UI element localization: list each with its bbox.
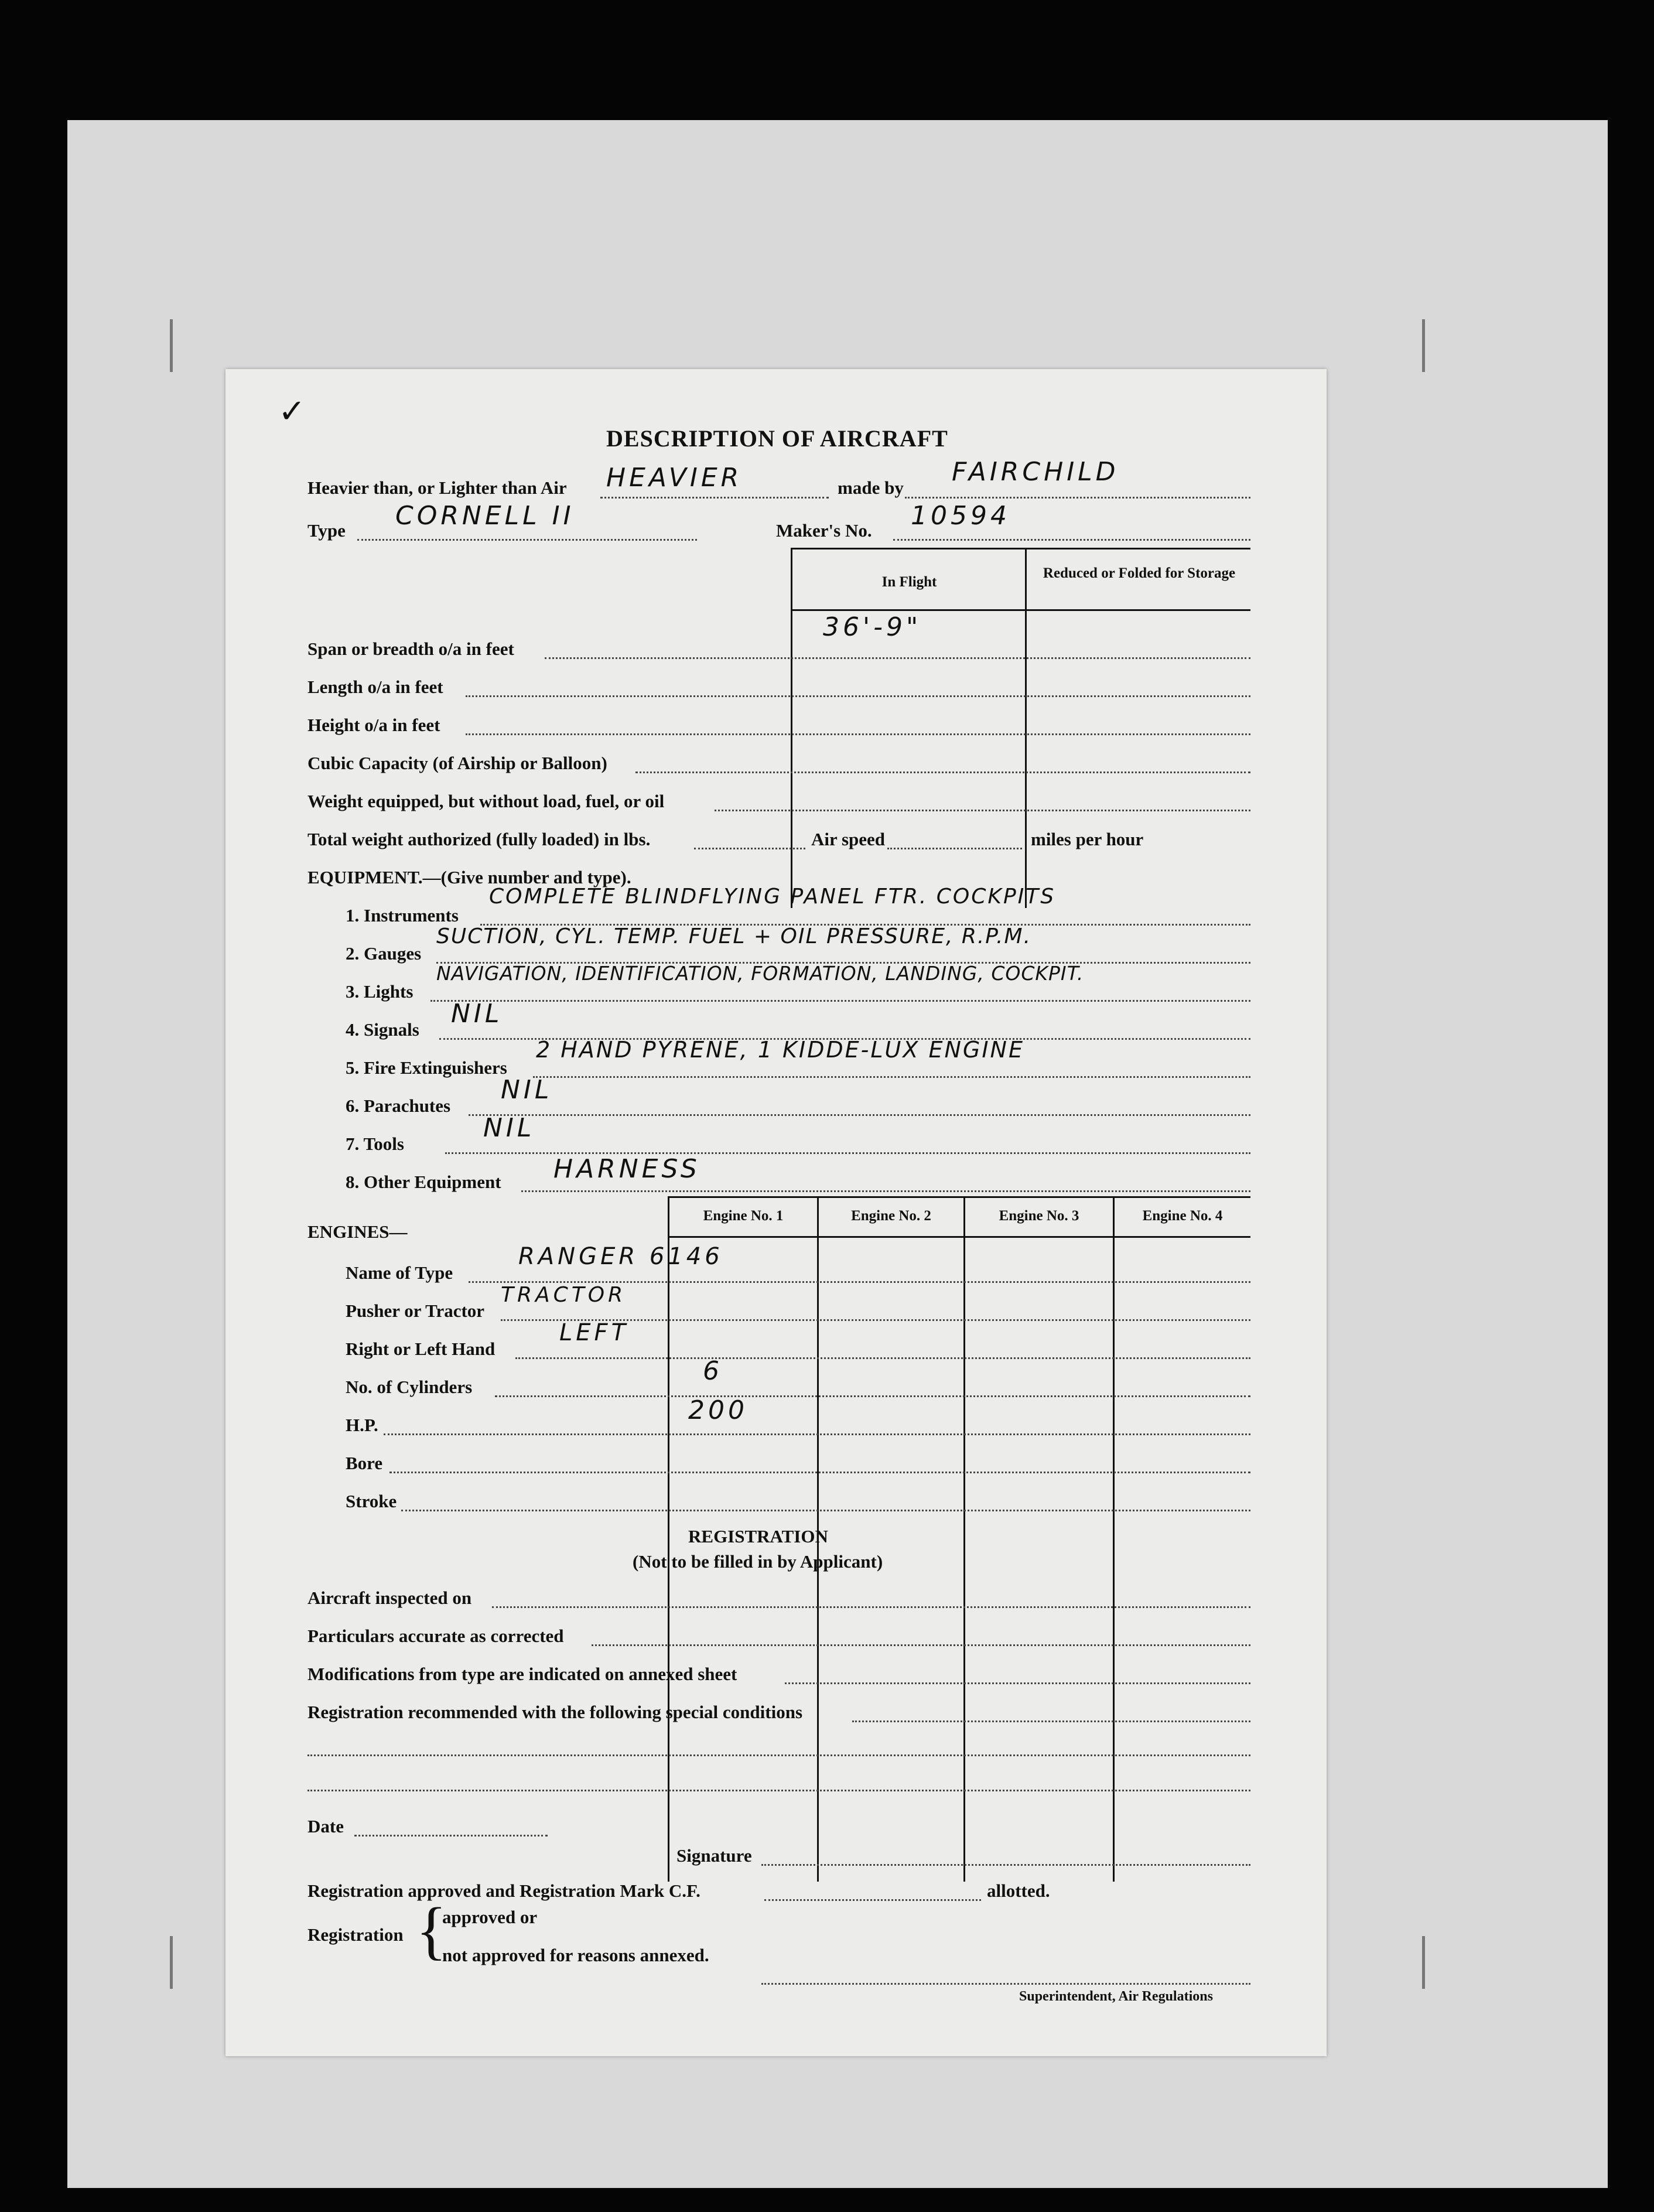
made-by-label: made by bbox=[838, 477, 904, 498]
modifications-label: Modifications from type are indicated on annexed sheet bbox=[307, 1664, 737, 1684]
approved-mark-label: Registration approved and Registration Mark C.F. bbox=[307, 1880, 700, 1901]
engine-col-4 bbox=[1113, 1196, 1115, 1882]
inspected-line bbox=[492, 1606, 1250, 1608]
engine-row-line-7 bbox=[401, 1510, 1250, 1511]
dim-col-mid bbox=[1025, 548, 1027, 908]
brace-symbol: { bbox=[416, 1894, 447, 1966]
makers-no-label: Maker's No. bbox=[776, 520, 872, 541]
equip-label-3: 3. Lights bbox=[346, 981, 414, 1002]
approved-or-label: approved or bbox=[442, 1907, 538, 1927]
recommended-line bbox=[852, 1721, 1250, 1722]
signature-line bbox=[761, 1864, 1250, 1866]
superintendent-line bbox=[761, 1983, 1250, 1985]
type-value: CORNELL II bbox=[395, 501, 575, 531]
heavier-value: HEAVIER bbox=[606, 463, 743, 493]
equip-label-4: 4. Signals bbox=[346, 1019, 419, 1040]
equip-value-3: NAVIGATION, IDENTIFICATION, FORMATION, LANDING, COCKPIT. bbox=[436, 962, 1084, 985]
engine-row-line-3 bbox=[515, 1357, 1250, 1359]
equip-value-4: NIL bbox=[451, 999, 503, 1029]
cubic-line bbox=[635, 772, 1250, 773]
equip-label-6: 6. Parachutes bbox=[346, 1095, 451, 1116]
equip-label-5: 5. Fire Extinguishers bbox=[346, 1057, 507, 1078]
air-speed-label: Air speed bbox=[811, 829, 886, 849]
engine-col-header-1: Engine No. 1 bbox=[703, 1208, 784, 1224]
air-speed-line bbox=[887, 848, 1022, 849]
equip-line-3 bbox=[430, 1000, 1250, 1002]
registration-heading: REGISTRATION bbox=[688, 1526, 828, 1547]
accurate-line bbox=[592, 1644, 1250, 1646]
approved-mark-line bbox=[764, 1899, 981, 1901]
recommended-label: Registration recommended with the following special conditions bbox=[307, 1702, 803, 1722]
makers-no-line bbox=[893, 539, 1250, 541]
date-line bbox=[354, 1835, 548, 1836]
equip-value-8: HARNESS bbox=[553, 1154, 700, 1184]
recommended-line-2 bbox=[307, 1754, 1250, 1756]
engine-row-line-6 bbox=[389, 1472, 1250, 1473]
span-value: 36'-9" bbox=[823, 612, 922, 642]
superintendent-label: Superintendent, Air Regulations bbox=[1019, 1989, 1213, 2004]
height-label: Height o/a in feet bbox=[307, 715, 440, 735]
dim-col-left bbox=[791, 548, 792, 908]
length-label: Length o/a in feet bbox=[307, 677, 443, 697]
span-line bbox=[545, 657, 1250, 659]
corner-mark-top-left bbox=[170, 319, 189, 372]
inspected-label: Aircraft inspected on bbox=[307, 1588, 472, 1608]
weight-line bbox=[715, 810, 1250, 811]
col-reduced: Reduced or Folded for Storage bbox=[1043, 565, 1236, 581]
engine-row-value-4: 6 bbox=[703, 1356, 723, 1386]
engine-col-3 bbox=[963, 1196, 965, 1882]
engine-row-label-6: Bore bbox=[346, 1453, 383, 1473]
engine-row-label-2: Pusher or Tractor bbox=[346, 1300, 485, 1321]
engine-table-top bbox=[668, 1196, 1250, 1198]
registration-subheading: (Not to be filled in by Applicant) bbox=[633, 1551, 883, 1572]
form-title: DESCRIPTION OF AIRCRAFT bbox=[606, 425, 948, 452]
accurate-label: Particulars accurate as corrected bbox=[307, 1626, 564, 1646]
col-in-flight: In Flight bbox=[881, 574, 937, 590]
engine-col-1 bbox=[668, 1196, 669, 1882]
engines-heading: ENGINES— bbox=[307, 1221, 408, 1242]
equip-value-2: SUCTION, CYL. TEMP. FUEL + OIL PRESSURE, R.P.M. bbox=[436, 924, 1032, 948]
engine-row-label-7: Stroke bbox=[346, 1491, 397, 1511]
equip-line-6 bbox=[469, 1114, 1250, 1116]
engine-row-value-3: LEFT bbox=[559, 1319, 629, 1346]
equip-label-7: 7. Tools bbox=[346, 1134, 404, 1154]
total-weight-label: Total weight authorized (fully loaded) in lbs. bbox=[307, 829, 651, 849]
dim-table-top bbox=[791, 548, 1250, 549]
engine-col-header-4: Engine No. 4 bbox=[1142, 1208, 1223, 1224]
engine-col-header-3: Engine No. 3 bbox=[999, 1208, 1079, 1224]
mph-label: miles per hour bbox=[1031, 829, 1144, 849]
heavier-line bbox=[600, 497, 829, 499]
corner-mark-top-right bbox=[1406, 319, 1425, 372]
type-line bbox=[357, 539, 697, 541]
heavier-label: Heavier than, or Lighter than Air bbox=[307, 477, 567, 498]
makers-no-value: 10594 bbox=[911, 501, 1010, 531]
corner-mark-bottom-right bbox=[1406, 1936, 1425, 1989]
form-sheet bbox=[225, 369, 1327, 2056]
type-label: Type bbox=[307, 520, 346, 541]
dim-header-bottom bbox=[791, 609, 1250, 611]
margin-check-mark: ✓ bbox=[278, 392, 306, 431]
equipment-heading: EQUIPMENT.—(Give number and type). bbox=[307, 867, 631, 887]
span-label: Span or breadth o/a in feet bbox=[307, 639, 514, 659]
cubic-label: Cubic Capacity (of Airship or Balloon) bbox=[307, 753, 607, 773]
engine-row-label-1: Name of Type bbox=[346, 1262, 453, 1283]
height-line bbox=[466, 733, 1250, 735]
made-by-line bbox=[905, 497, 1250, 499]
engine-col-header-2: Engine No. 2 bbox=[851, 1208, 931, 1224]
equip-value-7: NIL bbox=[483, 1113, 535, 1143]
engine-row-value-5: 200 bbox=[688, 1395, 748, 1425]
engine-row-line-4 bbox=[495, 1395, 1250, 1397]
not-approved-label: not approved for reasons annexed. bbox=[442, 1945, 709, 1965]
equip-label-2: 2. Gauges bbox=[346, 943, 422, 964]
equip-value-6: NIL bbox=[501, 1075, 553, 1105]
equip-value-5: 2 HAND PYRENE, 1 KIDDE-LUX ENGINE bbox=[536, 1037, 1024, 1063]
engine-header-bottom bbox=[668, 1236, 1250, 1238]
engine-row-value-1: RANGER 6146 bbox=[518, 1243, 723, 1270]
equip-label-1: 1. Instruments bbox=[346, 905, 459, 926]
equip-line-5 bbox=[533, 1076, 1250, 1078]
registration-label: Registration bbox=[307, 1924, 404, 1945]
engine-row-label-3: Right or Left Hand bbox=[346, 1339, 495, 1359]
equip-line-8 bbox=[521, 1190, 1250, 1192]
date-label: Date bbox=[307, 1816, 344, 1836]
engine-row-label-5: H.P. bbox=[346, 1415, 378, 1435]
signature-label: Signature bbox=[676, 1845, 752, 1866]
modifications-line bbox=[785, 1682, 1250, 1684]
corner-mark-bottom-left bbox=[170, 1936, 189, 1989]
length-line bbox=[466, 695, 1250, 697]
made-by-value: FAIRCHILD bbox=[952, 457, 1119, 487]
equip-label-8: 8. Other Equipment bbox=[346, 1172, 501, 1192]
equip-value-1: COMPLETE BLINDFLYING PANEL FTR. COCKPITS bbox=[489, 885, 1056, 909]
engine-row-value-2: TRACTOR bbox=[501, 1283, 627, 1307]
allotted-label: allotted. bbox=[987, 1880, 1050, 1901]
weight-label: Weight equipped, but without load, fuel, or oil bbox=[307, 791, 665, 811]
engine-row-line-5 bbox=[384, 1433, 1250, 1435]
engine-row-label-4: No. of Cylinders bbox=[346, 1377, 473, 1397]
total-weight-line bbox=[694, 848, 805, 849]
recommended-line-3 bbox=[307, 1790, 1250, 1791]
